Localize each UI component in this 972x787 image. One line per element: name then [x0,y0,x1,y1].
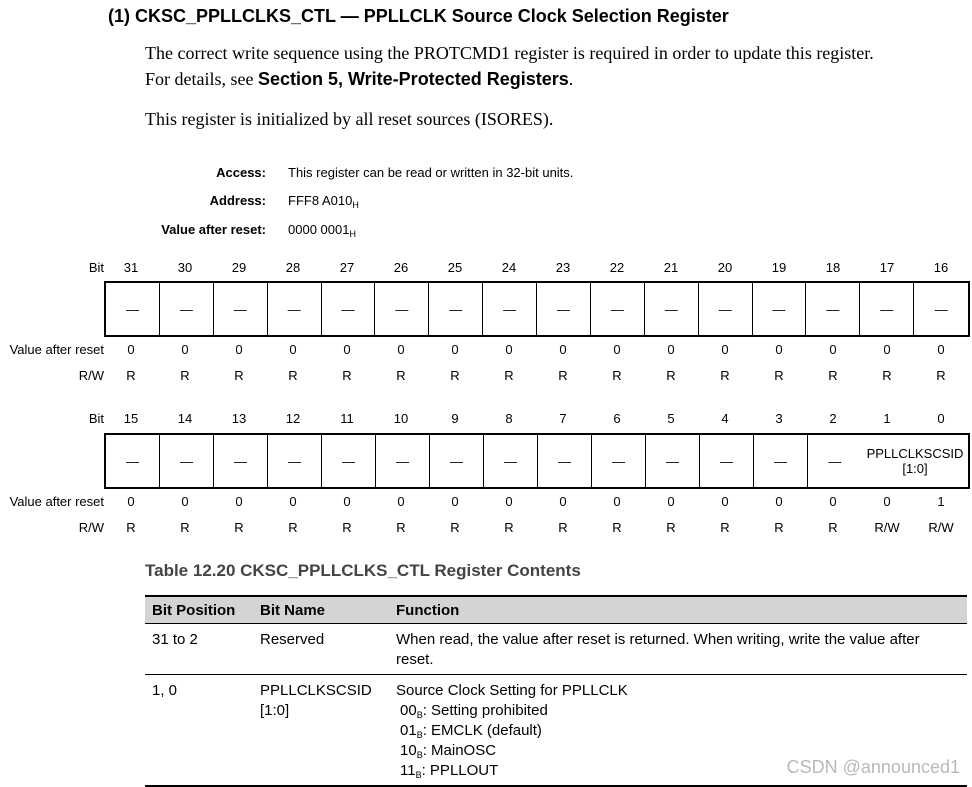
reserved-bit-cell: — [484,435,538,487]
bit-number: 14 [177,411,193,426]
rw-value: R [612,368,622,383]
cell-bit-position: 31 to 2 [145,624,253,675]
rw-value: R [342,368,352,383]
upper-bit-label: Bit [88,260,104,275]
reserved-bit-cell: — [538,435,592,487]
lower-bit-numbers [104,411,968,425]
bit-number: 22 [609,260,625,275]
reset-value [288,222,356,237]
reserved-bit-cell: — [645,283,699,335]
reserved-bit-cell: — [483,283,537,335]
bit-number: 24 [501,260,517,275]
bit-number: 2 [829,411,837,426]
reset-value: 0 [127,494,135,509]
reset-value: 0 [343,342,351,357]
reserved-bit-cell: — [646,435,700,487]
table-row [145,624,967,675]
bit-number: 15 [123,411,139,426]
intro-line-3: This register is initialized by all reset sources (ISORES). [145,109,554,129]
option-code: 00 [400,702,417,719]
header-bit-position: Bit Position [145,596,253,624]
reserved-bit-cell: — [106,283,160,335]
reset-number: 0000 0001 [288,222,350,237]
ppllclkscsid-field [862,435,968,487]
rw-value: R [936,368,946,383]
rw-value: R [666,368,676,383]
upper-bit-numbers [104,260,968,274]
upper-rw-values [104,368,968,382]
setting-option [396,701,960,721]
reset-value: 0 [613,342,621,357]
rw-value: R [288,368,298,383]
reset-value: 0 [235,342,243,357]
reserved-bit-cell: — [322,283,376,335]
reset-value: 0 [289,494,297,509]
lower-register-fields [104,433,970,489]
reset-value: 0 [559,342,567,357]
bit-number: 9 [451,411,459,426]
intro-line-1: The correct write sequence using the PROTCMD1 register is required in order to update this register. [145,43,874,63]
lower-reserved-cells [106,435,862,487]
lower-reset-values [104,494,968,508]
bit-number: 29 [231,260,247,275]
option-text: : Setting prohibited [422,702,548,719]
upper-value-label: Value after reset [9,342,104,357]
lower-rw-values [104,520,968,534]
rw-value: R [342,520,352,535]
reserved-bit-cell: — [828,453,842,469]
reset-value: 0 [775,342,783,357]
address-label: Address: [209,193,266,208]
bit-number: 26 [393,260,409,275]
reset-value: 0 [451,494,459,509]
option-text: : MainOSC [422,742,497,759]
bit-number: 21 [663,260,679,275]
rw-value: R/W [928,520,954,535]
reset-value: 0 [721,494,729,509]
rw-value: R [234,520,244,535]
bit-name-line-2: [1:0] [260,702,290,719]
reserved-bit-cell: — [322,435,376,487]
rw-value: R/W [874,520,900,535]
reserved-bit-cell: — [754,435,808,487]
reset-value: 0 [451,342,459,357]
bit-number: 23 [555,260,571,275]
address-subscript: H [352,200,359,210]
bit-number: 5 [667,411,675,426]
option-subscript: B [416,750,423,760]
reset-value: 0 [181,342,189,357]
option-code: 10 [400,742,417,759]
bit-number: 30 [177,260,193,275]
bit-number: 11 [340,411,354,426]
bit-number: 20 [717,260,733,275]
table-header-row [145,596,967,624]
reserved-bit-cell: — [268,283,322,335]
rw-value: R [396,368,406,383]
reset-value: 0 [829,494,837,509]
header-bit-name: Bit Name [253,596,389,624]
reset-value: 0 [667,342,675,357]
rw-value: R [180,368,190,383]
option-code: 01 [400,722,417,739]
bit-number: 18 [825,260,841,275]
bit-number: 8 [505,411,513,426]
intro-line-2-suffix: . [568,69,574,89]
access-label: Access: [216,165,266,180]
bit-number: 27 [339,260,355,275]
reset-value: 1 [937,494,945,509]
rw-value: R [774,520,784,535]
rw-value: R [504,520,514,535]
rw-value: R [558,368,568,383]
rw-value: R [288,520,298,535]
setting-option [396,721,960,741]
reserved-bit-cell: — [591,283,645,335]
bit-number: 3 [775,411,783,426]
rw-value: R [450,520,460,535]
rw-value: R [666,520,676,535]
reserved-bit-cell: — [268,435,322,487]
address-number: FFF8 A010 [288,193,353,208]
reserved-bit-cell: — [700,435,754,487]
bit-name-line-1: PPLLCLKSCSID [260,682,372,699]
reserved-bit-cell: — [753,283,807,335]
cell-function: When read, the value after reset is returned. When writing, write the value after reset. [389,624,967,675]
reset-subscript: H [349,229,356,239]
reserved-bit-cell: — [699,283,753,335]
bit-number: 16 [933,260,949,275]
option-subscript: B [416,710,423,720]
function-title: Source Clock Setting for PPLLCLK [396,682,628,699]
address-value [288,193,359,208]
reset-value: 0 [559,494,567,509]
reset-value: 0 [937,342,945,357]
intro-line-2 [145,69,573,90]
reserved-bit-cell: — [160,283,214,335]
reset-value: 0 [775,494,783,509]
reset-value: 0 [721,342,729,357]
rw-value: R [450,368,460,383]
option-text: : EMCLK (default) [422,722,542,739]
bit-number: 10 [393,411,409,426]
lower-rw-label: R/W [78,520,104,535]
reset-value: 0 [235,494,243,509]
reset-value: 0 [343,494,351,509]
option-text: : PPLLOUT [421,762,499,779]
option-subscript: B [415,770,422,780]
option-code: 11 [400,762,416,779]
section-reference-link[interactable]: Section 5, Write-Protected Registers [257,69,569,89]
reset-value: 0 [613,494,621,509]
reset-value: 0 [829,342,837,357]
rw-value: R [126,368,136,383]
reset-value: 0 [505,494,513,509]
lower-value-label: Value after reset [9,494,104,509]
field-name-line-1: PPLLCLKSCSID [866,446,964,461]
access-value: This register can be read or written in 32-bit units. [288,165,574,180]
reserved-bit-cell: — [430,435,484,487]
intro-line-2-prefix: For details, see [145,69,258,89]
reset-value: 0 [181,494,189,509]
field-name-line-2: [1:0] [902,461,928,476]
bit-number: 13 [231,411,247,426]
rw-value: R [612,520,622,535]
reserved-bit-cell: — [537,283,591,335]
bit-number: 19 [771,260,787,275]
rw-value: R [396,520,406,535]
reserved-bit-cell: — [592,435,646,487]
reset-value: 0 [883,342,891,357]
reset-value: 0 [505,342,513,357]
reset-value: 0 [667,494,675,509]
cell-bit-name: Reserved [253,624,389,675]
reset-label: Value after reset: [161,222,266,237]
header-function: Function [389,596,967,624]
bit-number: 12 [285,411,301,426]
reset-value: 0 [289,342,297,357]
reserved-bit-cell: — [214,435,268,487]
bit-number: 4 [721,411,729,426]
reset-value: 0 [883,494,891,509]
bit-number: 1 [883,411,891,426]
bit-number: 17 [879,260,895,275]
bit-number: 28 [285,260,301,275]
upper-register-fields [104,281,970,337]
rw-value: R [234,368,244,383]
reserved-bit-cell: — [860,283,914,335]
bit-number: 0 [937,411,945,426]
bit-number: 25 [447,260,463,275]
reserved-bit-cell: — [934,301,948,317]
rw-value: R [720,520,730,535]
watermark: CSDN @announced1 [786,757,960,777]
bit-number: 31 [123,260,139,275]
rw-value: R [774,368,784,383]
rw-value: R [882,368,892,383]
reserved-bit-cell: — [160,435,214,487]
lower-bit-label: Bit [88,411,104,426]
table-caption: Table 12.20 CKSC_PPLLCLKS_CTL Register Contents [145,561,581,580]
reserved-bit-cell: — [214,283,268,335]
option-subscript: B [416,730,423,740]
upper-rw-label: R/W [78,368,104,383]
bit-number: 6 [613,411,621,426]
reserved-bit-cell: — [429,283,483,335]
bit-number: 7 [559,411,567,426]
reset-value: 0 [127,342,135,357]
rw-value: R [828,520,838,535]
rw-value: R [720,368,730,383]
reset-value: 0 [397,342,405,357]
section-heading: (1) CKSC_PPLLCLKS_CTL — PPLLCLK Source Clock Selection Register [108,6,729,26]
rw-value: R [828,368,838,383]
rw-value: R [126,520,136,535]
reserved-bit-cell: — [806,283,860,335]
cell-bit-position: 1, 0 [145,675,253,787]
reserved-bit-cell: — [376,435,430,487]
rw-value: R [504,368,514,383]
reserved-bit-cell: — [375,283,429,335]
reset-value: 0 [397,494,405,509]
reserved-bit-cell: — [106,435,160,487]
rw-value: R [180,520,190,535]
cell-bit-name [253,675,389,787]
upper-reset-values [104,342,968,356]
rw-value: R [558,520,568,535]
